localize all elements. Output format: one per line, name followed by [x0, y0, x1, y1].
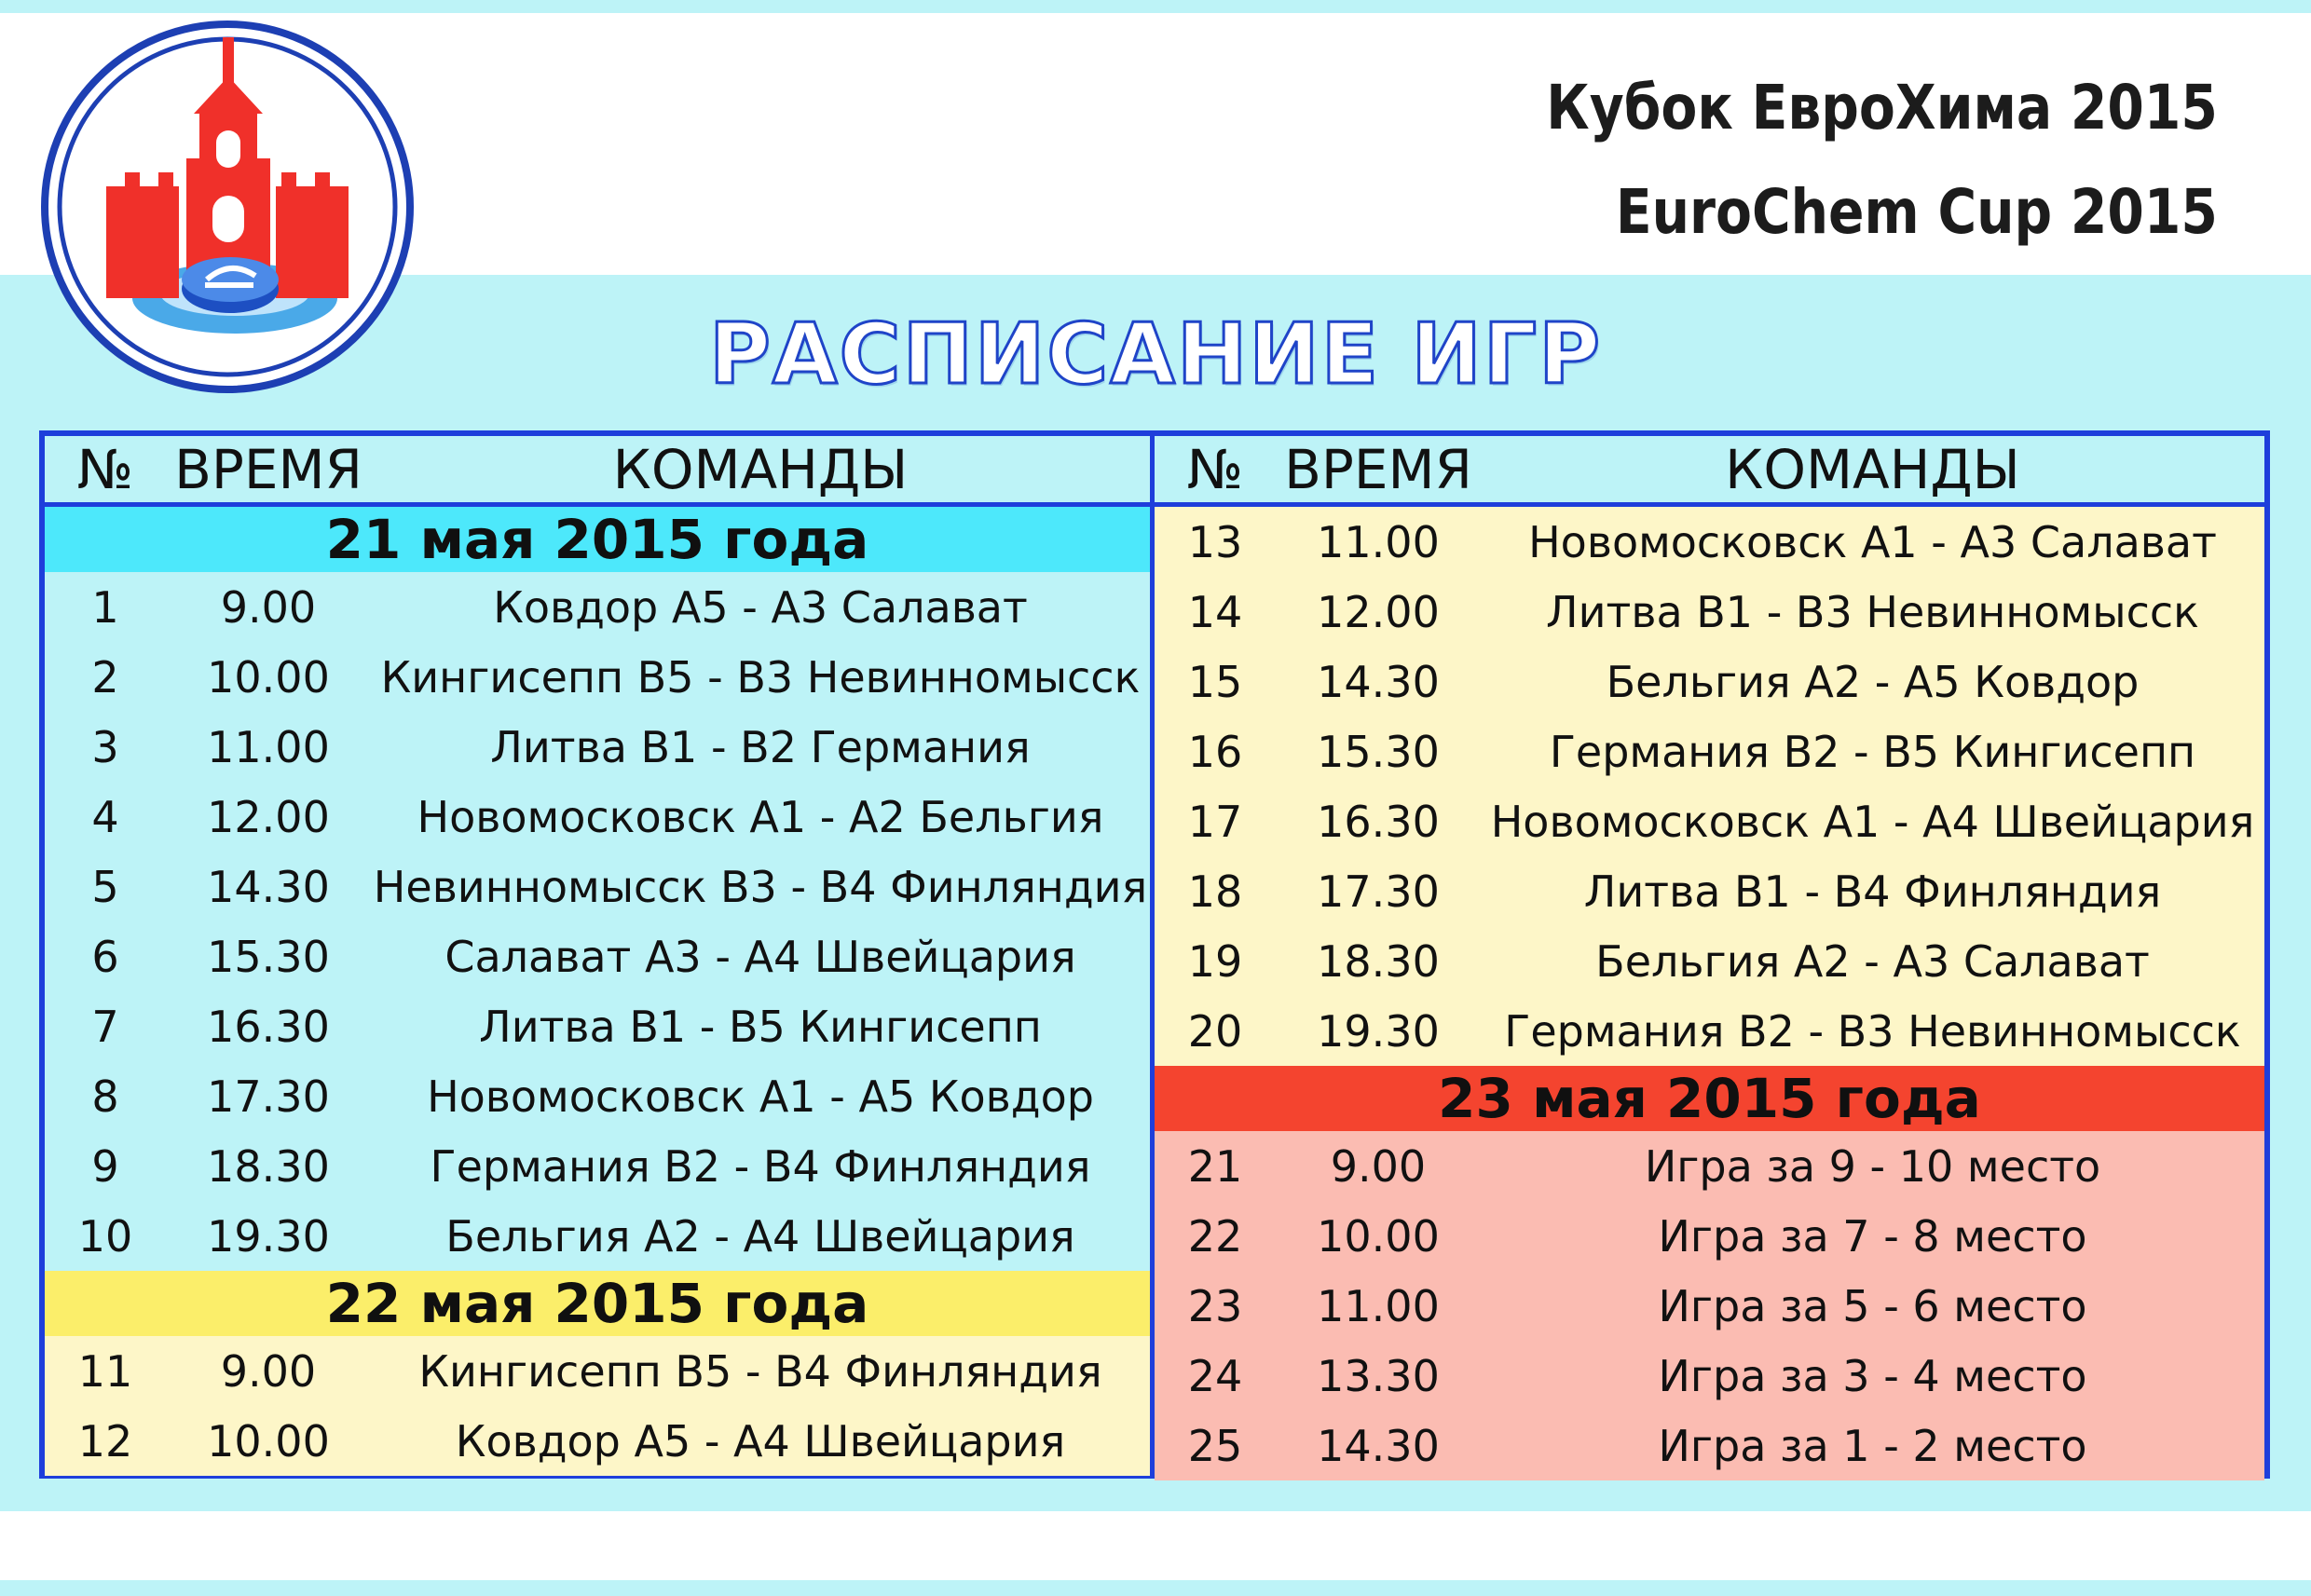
game-teams: Германия В2 - В4 Финляндия: [430, 1140, 1091, 1192]
game-number: 20: [1187, 1005, 1243, 1057]
table-row: [1155, 1411, 2264, 1480]
game-teams: Новомосковск А1 - А3 Салават: [1528, 516, 2217, 567]
game-number: 7: [91, 1001, 119, 1052]
game-time: 15.30: [1317, 726, 1440, 777]
game-time: 16.30: [207, 1001, 330, 1052]
game-number: 2: [91, 651, 119, 703]
bottom-stripe: [0, 1580, 2311, 1596]
header-title-en: EuroChem Cup 2015: [1615, 176, 2218, 248]
table-row: [1155, 716, 2264, 786]
game-teams: Игра за 3 - 4 место: [1658, 1350, 2087, 1401]
table-row: [1155, 1341, 2264, 1411]
game-teams: Бельгия А2 - А3 Салават: [1595, 935, 2150, 987]
game-teams: Германия В2 - В5 Кингисепп: [1549, 726, 2196, 777]
schedule-right-column: [1155, 436, 2264, 1473]
game-number: 12: [77, 1415, 133, 1466]
game-teams: Литва В1 - В3 Невинномысск: [1546, 586, 2199, 637]
game-time: 12.00: [207, 791, 330, 842]
game-number: 23: [1187, 1280, 1243, 1331]
table-row: [1155, 1271, 2264, 1341]
date-header: 22 мая 2015 года: [45, 1271, 1150, 1336]
game-teams: Новомосковск А1 - А2 Бельгия: [417, 791, 1104, 842]
game-number: 9: [91, 1140, 119, 1192]
game-time: 9.00: [220, 1345, 317, 1397]
game-number: 16: [1187, 726, 1243, 777]
table-row: [45, 852, 1150, 921]
column-header-teams: КОМАНДЫ: [612, 437, 909, 501]
game-number: 25: [1187, 1420, 1243, 1471]
column-header-teams: КОМАНДЫ: [1725, 437, 2020, 501]
table-row: [1155, 1201, 2264, 1271]
game-teams: Ковдор А5 - А4 Швейцария: [455, 1415, 1066, 1466]
game-number: 10: [77, 1210, 133, 1262]
game-teams: Бельгия А2 - А4 Швейцария: [445, 1210, 1075, 1262]
table-row: [45, 1061, 1150, 1131]
date-header: 23 мая 2015 года: [1155, 1066, 2264, 1131]
game-teams: Салават А3 - А4 Швейцария: [444, 931, 1076, 982]
game-time: 15.30: [207, 931, 330, 982]
column-header-time: ВРЕМЯ: [1284, 437, 1472, 501]
game-time: 11.00: [207, 721, 330, 772]
game-teams: Бельгия А2 - А5 Ковдор: [1606, 656, 2140, 707]
table-row: [1155, 507, 2264, 577]
schedule-right-body: [1155, 507, 2264, 1473]
table-row: [45, 712, 1150, 782]
game-teams: Кингисепп В5 - В4 Финляндия: [418, 1345, 1102, 1397]
game-number: 1: [91, 581, 119, 633]
table-row: [45, 1201, 1150, 1271]
game-teams: Ковдор А5 - А3 Салават: [493, 581, 1028, 633]
column-header-no: №: [76, 437, 134, 501]
game-teams: Кингисепп В5 - В3 Невинномысск: [380, 651, 1141, 703]
game-time: 9.00: [220, 581, 317, 633]
table-row: [45, 991, 1150, 1061]
table-row: [1155, 786, 2264, 856]
table-row: [1155, 996, 2264, 1066]
game-teams: Игра за 1 - 2 место: [1658, 1420, 2087, 1471]
game-teams: Игра за 7 - 8 место: [1658, 1210, 2087, 1262]
game-teams: Новомосковск А1 - А5 Ковдор: [427, 1071, 1094, 1122]
table-header: [45, 436, 1150, 507]
schedule-left-column: [45, 436, 1155, 1473]
game-time: 11.00: [1317, 1280, 1440, 1331]
table-row: [45, 1131, 1150, 1201]
schedule-table: [39, 430, 2270, 1479]
game-time: 13.30: [1317, 1350, 1440, 1401]
game-number: 6: [91, 931, 119, 982]
table-row: [1155, 926, 2264, 996]
game-number: 13: [1187, 516, 1243, 567]
game-time: 10.00: [207, 651, 330, 703]
game-teams: Литва В1 - В4 Финляндия: [1583, 866, 2162, 917]
table-row: [45, 782, 1150, 852]
table-row: [45, 1336, 1150, 1406]
date-header: 21 мая 2015 года: [45, 507, 1150, 572]
game-number: 15: [1187, 656, 1243, 707]
game-number: 17: [1187, 796, 1243, 847]
game-teams: Литва В1 - В2 Германия: [490, 721, 1031, 772]
table-row: [45, 1406, 1150, 1476]
table-row: [45, 572, 1150, 642]
table-row: [1155, 647, 2264, 716]
game-time: 14.30: [207, 861, 330, 912]
schedule-left-body: [45, 507, 1150, 1473]
game-time: 10.00: [207, 1415, 330, 1466]
column-header-time: ВРЕМЯ: [174, 437, 362, 501]
game-time: 12.00: [1317, 586, 1440, 637]
game-number: 5: [91, 861, 119, 912]
game-number: 8: [91, 1071, 119, 1122]
game-time: 17.30: [1317, 866, 1440, 917]
table-row: [1155, 1131, 2264, 1201]
game-time: 17.30: [207, 1071, 330, 1122]
game-number: 4: [91, 791, 119, 842]
game-teams: Германия В2 - В3 Невинномысск: [1504, 1005, 2241, 1057]
game-number: 24: [1187, 1350, 1243, 1401]
game-number: 3: [91, 721, 119, 772]
game-number: 22: [1187, 1210, 1243, 1262]
game-number: 14: [1187, 586, 1243, 637]
top-stripe: [0, 0, 2311, 13]
game-time: 18.30: [1317, 935, 1440, 987]
game-time: 14.30: [1317, 656, 1440, 707]
header-title-ru: Кубок ЕвроХима 2015: [1546, 72, 2218, 143]
table-row: [45, 921, 1150, 991]
game-number: 11: [77, 1345, 133, 1397]
game-time: 16.30: [1317, 796, 1440, 847]
game-time: 10.00: [1317, 1210, 1440, 1262]
column-header-no: №: [1186, 437, 1244, 501]
game-number: 19: [1187, 935, 1243, 987]
game-time: 18.30: [207, 1140, 330, 1192]
game-number: 21: [1187, 1140, 1243, 1192]
game-teams: Игра за 9 - 10 место: [1644, 1140, 2101, 1192]
game-teams: Литва В1 - В5 Кингисепп: [479, 1001, 1042, 1052]
game-number: 18: [1187, 866, 1243, 917]
game-time: 19.30: [207, 1210, 330, 1262]
table-header: [1155, 436, 2264, 507]
game-teams: Невинномысск В3 - В4 Финляндия: [373, 861, 1148, 912]
game-time: 14.30: [1317, 1420, 1440, 1471]
table-row: [45, 642, 1150, 712]
table-row: [1155, 856, 2264, 926]
table-row: [1155, 577, 2264, 647]
game-teams: Новомосковск А1 - А4 Швейцария: [1490, 796, 2255, 847]
game-teams: Игра за 5 - 6 место: [1658, 1280, 2087, 1331]
game-time: 9.00: [1330, 1140, 1427, 1192]
game-time: 19.30: [1317, 1005, 1440, 1057]
game-time: 11.00: [1317, 516, 1440, 567]
page-title: РАСПИСАНИЕ ИГР: [708, 306, 1603, 403]
header-title-block: [1546, 56, 2218, 265]
